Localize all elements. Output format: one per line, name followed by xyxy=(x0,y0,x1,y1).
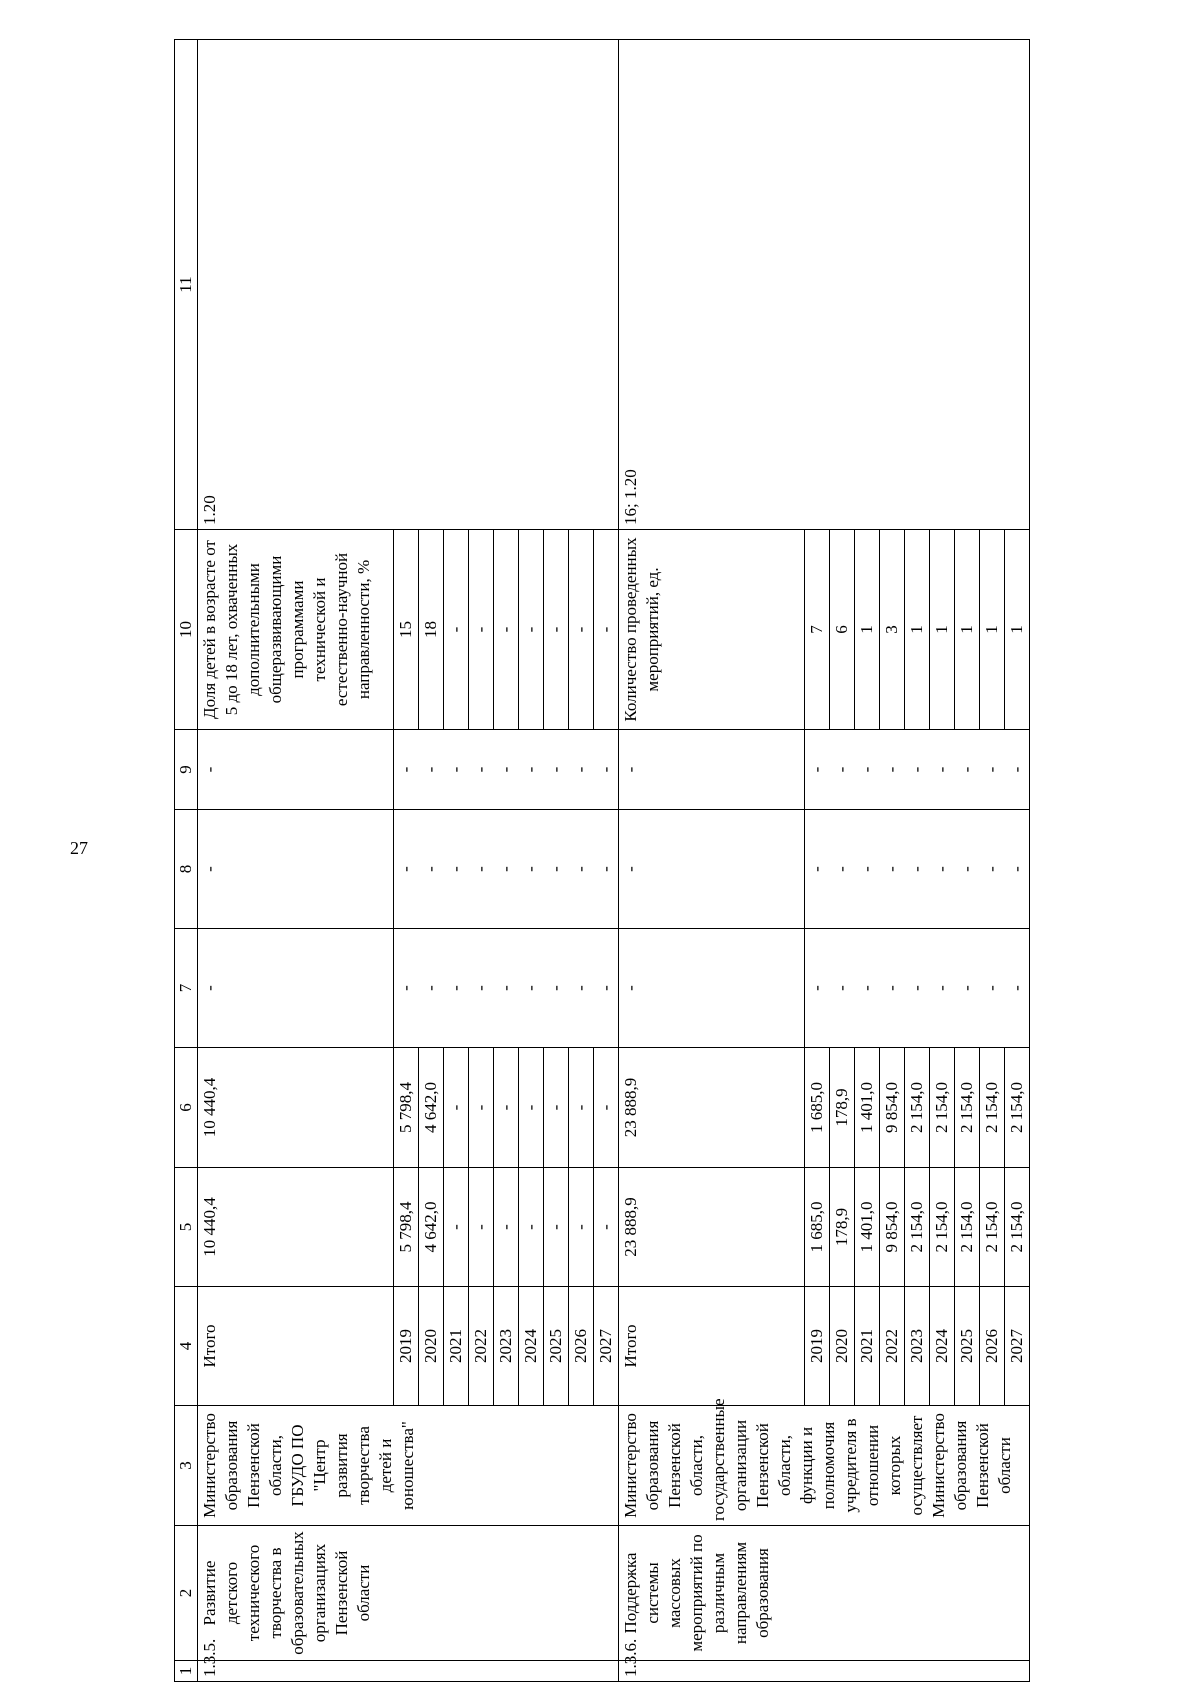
funding-c5: - xyxy=(519,1168,544,1287)
funding-c9: - xyxy=(980,730,1005,810)
indicator-value: - xyxy=(594,530,619,730)
funding-c6: 9 854,0 xyxy=(880,1048,905,1168)
row-number: 1.3.5. xyxy=(198,1661,619,1682)
indicator-value: 1 xyxy=(955,530,980,730)
year-cell: 2022 xyxy=(880,1287,905,1406)
funding-c7: - xyxy=(905,929,930,1048)
funding-c8: - xyxy=(880,810,905,929)
funding-c9: - xyxy=(544,730,569,810)
header-cell-2: 2 xyxy=(175,1526,198,1661)
funding-c7: - xyxy=(419,929,444,1048)
funding-c5: - xyxy=(569,1168,594,1287)
year-cell: 2024 xyxy=(519,1287,544,1406)
year-cell: 2022 xyxy=(469,1287,494,1406)
indicator-value: - xyxy=(544,530,569,730)
total-funding-c9: - xyxy=(198,730,394,810)
total-funding-c9: - xyxy=(619,730,805,810)
funding-c8: - xyxy=(905,810,930,929)
total-funding-c5: 10 440,4 xyxy=(198,1168,394,1287)
total-funding-c7: - xyxy=(198,929,394,1048)
indicator-name: Количество проведенных мероприятий, ед. xyxy=(619,530,805,730)
indicator-value: 1 xyxy=(1005,530,1030,730)
indicator-value: - xyxy=(469,530,494,730)
funding-c9: - xyxy=(930,730,955,810)
funding-c5: - xyxy=(444,1168,469,1287)
indicator-value: - xyxy=(519,530,544,730)
total-funding-c6: 23 888,9 xyxy=(619,1048,805,1168)
header-cell-8: 8 xyxy=(175,810,198,929)
funding-c6: 2 154,0 xyxy=(1005,1048,1030,1168)
funding-c8: - xyxy=(955,810,980,929)
funding-c6: 2 154,0 xyxy=(905,1048,930,1168)
funding-c5: 4 642,0 xyxy=(419,1168,444,1287)
indicator-value: 15 xyxy=(394,530,419,730)
header-cell-10: 10 xyxy=(175,530,198,730)
program-table xyxy=(174,39,1030,1682)
header-cell-1: 1 xyxy=(175,1661,198,1682)
indicator-value: 7 xyxy=(805,530,830,730)
year-cell: 2020 xyxy=(830,1287,855,1406)
period-total: Итого xyxy=(198,1287,394,1406)
funding-c9: - xyxy=(519,730,544,810)
total-funding-c5: 23 888,9 xyxy=(619,1168,805,1287)
funding-c8: - xyxy=(830,810,855,929)
funding-c7: - xyxy=(955,929,980,1048)
funding-c5: - xyxy=(469,1168,494,1287)
funding-c7: - xyxy=(519,929,544,1048)
funding-c5: 2 154,0 xyxy=(930,1168,955,1287)
funding-c5: 1 685,0 xyxy=(805,1168,830,1287)
indicator-value: - xyxy=(444,530,469,730)
indicator-link: 1.20 xyxy=(198,40,619,530)
funding-c9: - xyxy=(444,730,469,810)
year-cell: 2021 xyxy=(855,1287,880,1406)
header-row xyxy=(175,40,198,1682)
header-cell-4: 4 xyxy=(175,1287,198,1406)
funding-c8: - xyxy=(594,810,619,929)
funding-c7: - xyxy=(855,929,880,1048)
funding-c9: - xyxy=(594,730,619,810)
indicator-value: 1 xyxy=(930,530,955,730)
funding-c9: - xyxy=(494,730,519,810)
year-cell: 2019 xyxy=(805,1287,830,1406)
funding-c8: - xyxy=(519,810,544,929)
indicator-link: 16; 1.20 xyxy=(619,40,1030,530)
year-cell: 2025 xyxy=(544,1287,569,1406)
funding-c9: - xyxy=(905,730,930,810)
year-cell: 2027 xyxy=(1005,1287,1030,1406)
page-number: 27 xyxy=(70,838,88,858)
year-cell: 2027 xyxy=(594,1287,619,1406)
year-cell: 2021 xyxy=(444,1287,469,1406)
funding-c9: - xyxy=(955,730,980,810)
executor: Министерство образования Пензенской области, ГБУДО ПО "Центр развития творчества детей и юношества" xyxy=(198,1406,619,1526)
header-cell-11: 11 xyxy=(175,40,198,530)
funding-c8: - xyxy=(855,810,880,929)
funding-c5: 1 401,0 xyxy=(855,1168,880,1287)
funding-c8: - xyxy=(494,810,519,929)
funding-c9: - xyxy=(1005,730,1030,810)
funding-c8: - xyxy=(544,810,569,929)
funding-c5: 178,9 xyxy=(830,1168,855,1287)
event-name: Поддержка системы массовых мероприятий по различным направлениям образования xyxy=(619,1526,1030,1661)
funding-c6: - xyxy=(444,1048,469,1168)
year-cell: 2023 xyxy=(905,1287,930,1406)
year-cell: 2020 xyxy=(419,1287,444,1406)
funding-c7: - xyxy=(469,929,494,1048)
funding-c8: - xyxy=(930,810,955,929)
funding-c6: 1 401,0 xyxy=(855,1048,880,1168)
event-name: Развитие детского технического творчества в образовательных организациях Пензенской области xyxy=(198,1526,619,1661)
funding-c6: - xyxy=(469,1048,494,1168)
indicator-value: 6 xyxy=(830,530,855,730)
funding-c6: - xyxy=(519,1048,544,1168)
funding-c7: - xyxy=(980,929,1005,1048)
table-row xyxy=(198,40,394,1682)
funding-c7: - xyxy=(880,929,905,1048)
funding-c6: - xyxy=(544,1048,569,1168)
funding-c5: 9 854,0 xyxy=(880,1168,905,1287)
funding-c9: - xyxy=(419,730,444,810)
funding-c6: - xyxy=(494,1048,519,1168)
funding-c5: - xyxy=(544,1168,569,1287)
funding-c5: - xyxy=(494,1168,519,1287)
funding-c5: 2 154,0 xyxy=(1005,1168,1030,1287)
funding-c6: - xyxy=(569,1048,594,1168)
funding-c9: - xyxy=(569,730,594,810)
year-cell: 2025 xyxy=(955,1287,980,1406)
funding-c8: - xyxy=(980,810,1005,929)
indicator-value: - xyxy=(494,530,519,730)
total-funding-c7: - xyxy=(619,929,805,1048)
year-cell: 2026 xyxy=(980,1287,1005,1406)
funding-c8: - xyxy=(444,810,469,929)
funding-c9: - xyxy=(830,730,855,810)
funding-c6: 4 642,0 xyxy=(419,1048,444,1168)
funding-c8: - xyxy=(1005,810,1030,929)
funding-c7: - xyxy=(594,929,619,1048)
funding-c7: - xyxy=(1005,929,1030,1048)
funding-c7: - xyxy=(544,929,569,1048)
total-funding-c8: - xyxy=(619,810,805,929)
funding-c5: 2 154,0 xyxy=(905,1168,930,1287)
funding-c9: - xyxy=(469,730,494,810)
year-cell: 2023 xyxy=(494,1287,519,1406)
funding-c5: 2 154,0 xyxy=(955,1168,980,1287)
row-number: 1.3.6. xyxy=(619,1661,1030,1682)
funding-c8: - xyxy=(419,810,444,929)
table-row xyxy=(619,40,805,1682)
funding-c6: 5 798,4 xyxy=(394,1048,419,1168)
indicator-value: 3 xyxy=(880,530,905,730)
executor: Министерство образования Пензенской области, государственные организации Пензенской области, функции и полномочия учредителя в отношении которых осуществляет Министерство образования Пензенской области xyxy=(619,1406,1030,1526)
table-body xyxy=(198,40,1030,1682)
funding-c6: 1 685,0 xyxy=(805,1048,830,1168)
funding-c9: - xyxy=(855,730,880,810)
funding-c8: - xyxy=(569,810,594,929)
funding-c7: - xyxy=(805,929,830,1048)
year-cell: 2026 xyxy=(569,1287,594,1406)
funding-c6: 178,9 xyxy=(830,1048,855,1168)
funding-c7: - xyxy=(930,929,955,1048)
header-cell-9: 9 xyxy=(175,730,198,810)
funding-c9: - xyxy=(805,730,830,810)
funding-c7: - xyxy=(830,929,855,1048)
total-funding-c8: - xyxy=(198,810,394,929)
period-total: Итого xyxy=(619,1287,805,1406)
funding-c6: 2 154,0 xyxy=(980,1048,1005,1168)
funding-c5: 2 154,0 xyxy=(980,1168,1005,1287)
funding-c6: 2 154,0 xyxy=(930,1048,955,1168)
header-cell-5: 5 xyxy=(175,1168,198,1287)
funding-c8: - xyxy=(469,810,494,929)
funding-c7: - xyxy=(444,929,469,1048)
indicator-name: Доля детей в возрасте от 5 до 18 лет, охваченных дополнительными общеразвивающими программами технической и естественно-научной направленности, % xyxy=(198,530,394,730)
header-cell-7: 7 xyxy=(175,929,198,1048)
year-cell: 2024 xyxy=(930,1287,955,1406)
indicator-value: - xyxy=(569,530,594,730)
funding-c6: 2 154,0 xyxy=(955,1048,980,1168)
funding-c5: 5 798,4 xyxy=(394,1168,419,1287)
indicator-value: 1 xyxy=(905,530,930,730)
total-funding-c6: 10 440,4 xyxy=(198,1048,394,1168)
funding-c8: - xyxy=(805,810,830,929)
funding-c9: - xyxy=(880,730,905,810)
year-cell: 2019 xyxy=(394,1287,419,1406)
funding-c7: - xyxy=(494,929,519,1048)
funding-c7: - xyxy=(569,929,594,1048)
funding-c8: - xyxy=(394,810,419,929)
funding-c5: - xyxy=(594,1168,619,1287)
indicator-value: 18 xyxy=(419,530,444,730)
program-table-sheet xyxy=(174,40,1099,1682)
funding-c6: - xyxy=(594,1048,619,1168)
header-cell-3: 3 xyxy=(175,1406,198,1526)
funding-c7: - xyxy=(394,929,419,1048)
indicator-value: 1 xyxy=(980,530,1005,730)
indicator-value: 1 xyxy=(855,530,880,730)
header-cell-6: 6 xyxy=(175,1048,198,1168)
funding-c9: - xyxy=(394,730,419,810)
